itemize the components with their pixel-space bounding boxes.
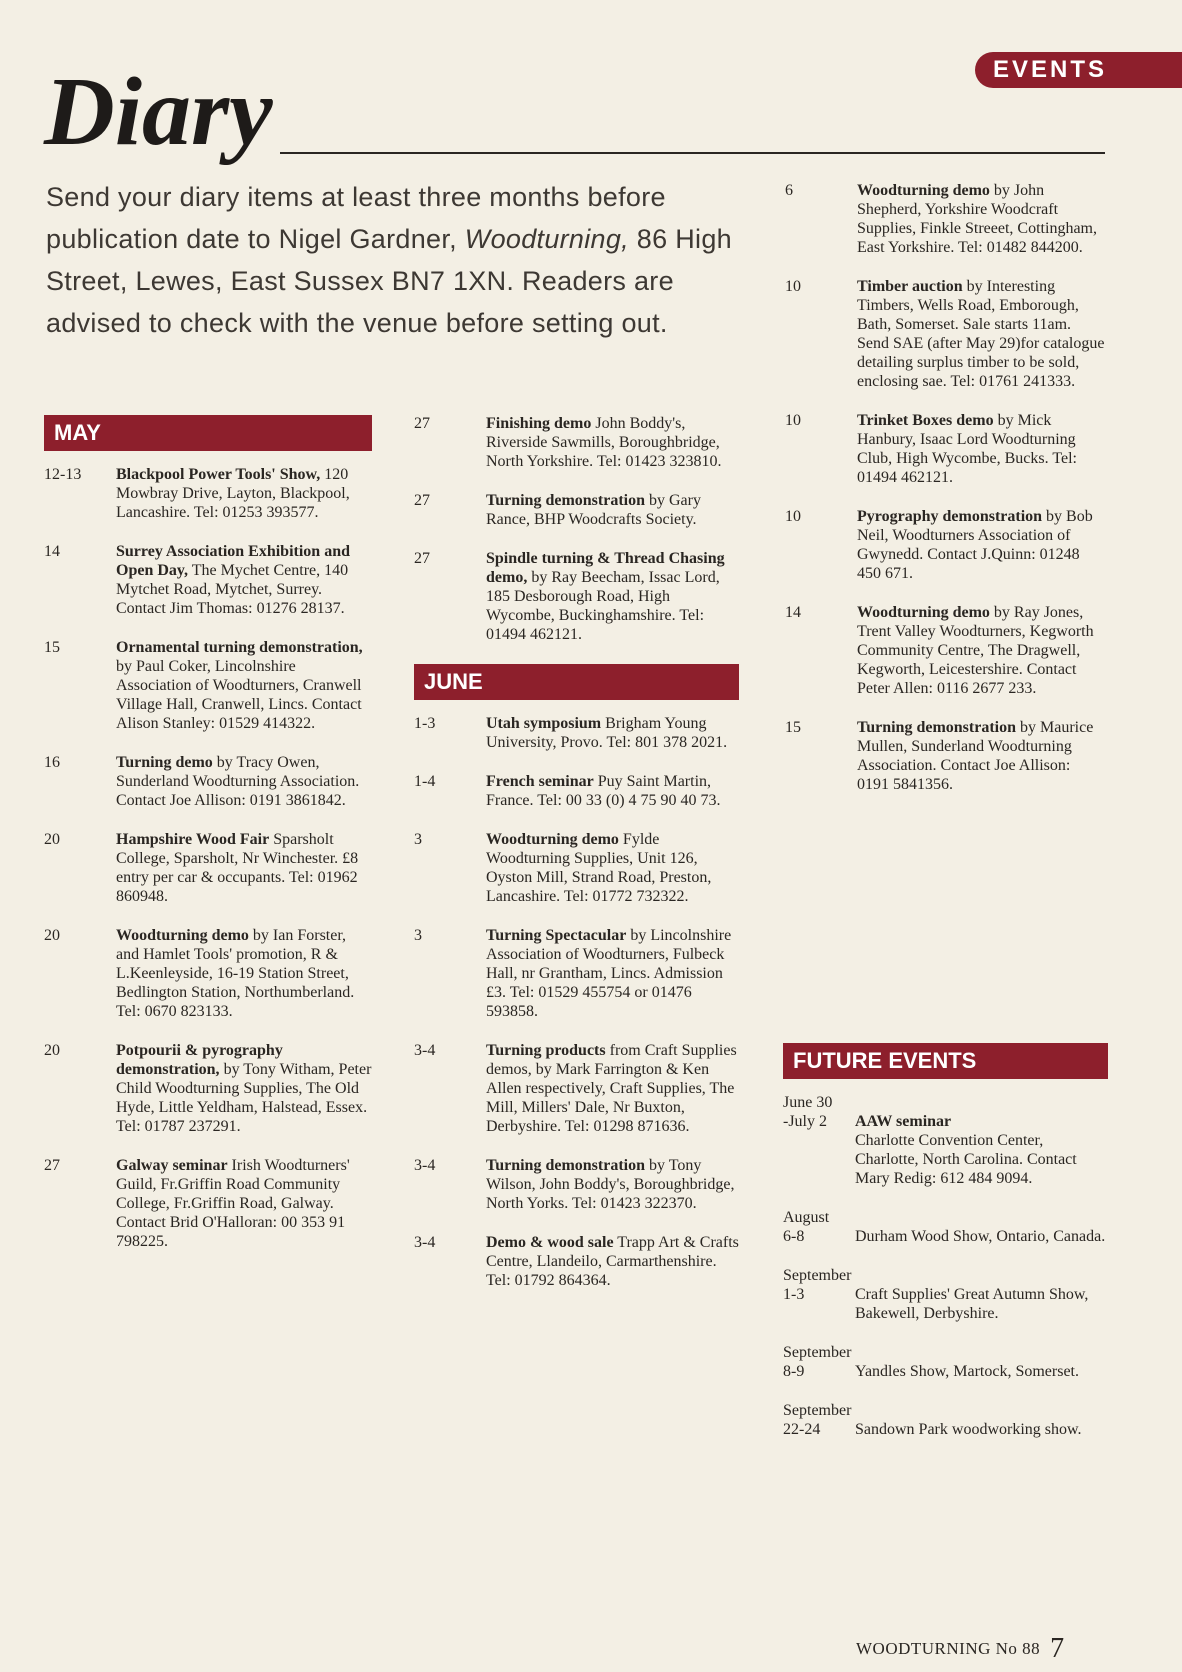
event-title: Finishing demo	[486, 415, 592, 432]
event-title: Blackpool Power Tools' Show,	[116, 466, 321, 483]
event-entry	[44, 465, 372, 522]
future-event-text	[855, 1362, 1079, 1381]
event-entry	[414, 926, 739, 1021]
event-text	[116, 1156, 372, 1251]
event-date: 27	[44, 1157, 60, 1174]
event-date: 3-4	[414, 1042, 436, 1059]
event-details: by John Shepherd, Yorkshire Woodcraft Supplies, Finkle Streeet, Cottingham, East Yorkshire. Tel: 01482 844200.	[857, 182, 1097, 256]
event-details: Trapp Art & Crafts Centre, Llandeilo, Carmarthenshire. Tel: 01792 864364.	[486, 1234, 739, 1289]
event-date: 20	[44, 1042, 60, 1059]
events-section-tab: EVENTS	[975, 52, 1182, 88]
event-entry	[44, 638, 372, 733]
intro-text	[46, 176, 746, 344]
event-entry	[785, 411, 1105, 487]
page-number: 7	[1050, 1633, 1065, 1664]
event-details: by Paul Coker, Lincolnshire Association of Woodturners, Cranwell Village Hall, Cranwell, Lincs. Contact Alison Stanley: 01529 414322.	[116, 658, 362, 732]
event-entry	[414, 414, 739, 471]
event-entry	[44, 1041, 372, 1136]
future-event-row	[783, 1420, 1108, 1439]
future-event-month: September	[783, 1402, 852, 1419]
event-entry	[414, 491, 739, 529]
event-entry	[414, 549, 739, 644]
event-date: 15	[785, 719, 801, 736]
future-event-details: Durham Wood Show, Ontario, Canada.	[855, 1228, 1106, 1245]
future-event-details: Craft Supplies' Great Autumn Show, Bakewell, Derbyshire.	[855, 1286, 1089, 1322]
event-title: Turning Spectacular	[486, 927, 627, 944]
event-title: Turning demo	[116, 754, 213, 771]
event-details: Fylde Woodturning Supplies, Unit 126, Oyston Mill, Strand Road, Preston, Lancashire. Tel: 01772 732322.	[486, 831, 712, 905]
event-entry	[44, 1156, 372, 1251]
intro-part2: 86 High Street, Lewes, East Sussex BN7 1XN. Readers are advised to check with the venue before setting out.	[46, 224, 732, 338]
event-title: Turning demonstration	[486, 492, 645, 509]
event-entry	[414, 1156, 739, 1213]
event-details: 120 Mowbray Drive, Layton, Blackpool, Lancashire. Tel: 01253 393577.	[116, 466, 350, 521]
footer-magazine: WOODTURNING No 88	[856, 1639, 1041, 1658]
event-date: 14	[44, 543, 60, 560]
event-text	[116, 465, 372, 522]
event-date: 3-4	[414, 1234, 436, 1251]
event-title: Trinket Boxes demo	[857, 412, 994, 429]
future-event-text	[855, 1285, 1108, 1323]
future-event-text	[855, 1227, 1105, 1246]
future-event-row	[783, 1112, 1108, 1188]
event-text	[857, 277, 1105, 391]
event-date: 1-4	[414, 773, 436, 790]
column-may-june	[414, 414, 739, 1310]
event-text	[116, 542, 372, 618]
event-entry	[414, 772, 739, 810]
event-title: Pyrography demonstration	[857, 508, 1043, 525]
intro-publication: Woodturning,	[464, 224, 629, 254]
event-date: 14	[785, 604, 801, 621]
event-text	[486, 926, 739, 1021]
future-event	[783, 1343, 1108, 1381]
event-details: Irish Woodturners' Guild, Fr.Griffin Road Community College, Fr.Griffin Road, Galway. Contact Brid O'Halloran: 00 353 91 798225.	[116, 1157, 350, 1250]
event-details: by Bob Neil, Woodturners Association of Gwynedd. Contact J.Quinn: 01248 450 671.	[857, 508, 1093, 582]
event-text	[116, 926, 372, 1021]
event-text	[116, 638, 372, 733]
future-event	[783, 1266, 1108, 1323]
column-june-future	[785, 181, 1105, 814]
event-text	[486, 491, 739, 529]
future-event-row	[783, 1285, 1108, 1323]
event-date: 27	[414, 550, 430, 567]
future-event-month: September	[783, 1267, 852, 1284]
event-title: French seminar	[486, 773, 594, 790]
event-date: 20	[44, 831, 60, 848]
event-entry	[414, 1233, 739, 1290]
future-event-row	[783, 1362, 1108, 1381]
event-date: 16	[44, 754, 60, 771]
event-title: Hampshire Wood Fair	[116, 831, 270, 848]
event-text	[486, 414, 739, 471]
event-text	[116, 753, 372, 810]
event-text	[857, 603, 1105, 698]
future-event-row	[783, 1227, 1108, 1246]
event-entry	[785, 277, 1105, 391]
event-date: 3	[414, 831, 422, 848]
title-rule	[280, 152, 1105, 154]
event-date: 10	[785, 412, 801, 429]
future-event-text	[855, 1112, 1108, 1188]
intro-part1: Send your diary items at least three months before publication date to Nigel Gardner,	[46, 182, 666, 254]
event-title: Woodturning demo	[857, 604, 990, 621]
event-details: by Lincolnshire Association of Woodturners, Fulbeck Hall, nr Grantham, Lincs. Admission £3. Tel: 01529 455754 or 01476 593858.	[486, 927, 732, 1020]
event-details: from Craft Supplies demos, by Mark Farrington & Ken Allen respectively, Craft Supplies, The Mill, Millers' Dale, Nr Buxton, Derbyshire. Tel: 01298 871636.	[486, 1042, 737, 1135]
event-details: by Ray Jones, Trent Valley Woodturners, Kegworth Community Centre, The Dragwell, Kegworth, Leicestershire. Contact Peter Allen: 0116 2677 233.	[857, 604, 1094, 697]
event-entry	[785, 181, 1105, 257]
future-event-date: 22-24	[783, 1421, 821, 1438]
june-heading: JUNE	[414, 664, 739, 700]
event-details: by Mick Hanbury, Isaac Lord Woodturning Club, High Wycombe, Bucks. Tel: 01494 462121.	[857, 412, 1077, 486]
event-details: John Boddy's, Riverside Sawmills, Boroughbridge, North Yorkshire. Tel: 01423 323810.	[486, 415, 722, 470]
future-event-date: 1-3	[783, 1286, 805, 1303]
event-title: Spindle turning & Thread Chasing demo,	[486, 550, 725, 586]
future-event-title: AAW seminar	[855, 1113, 952, 1130]
page-footer	[856, 1633, 1065, 1665]
event-title: Woodturning demo	[486, 831, 619, 848]
event-date: 10	[785, 278, 801, 295]
event-details: by Tony Witham, Peter Child Woodturning Supplies, The Old Hyde, Little Yeldham, Halstead, Essex. Tel: 01787 237291.	[116, 1061, 372, 1135]
event-date: 3	[414, 927, 422, 944]
event-title: Turning products	[486, 1042, 606, 1059]
event-details: by Ian Forster, and Hamlet Tools' promotion, R & L.Keenleyside, 16-19 Station Street, Bedlington Station, Northumberland. Tel: 0670 823133.	[116, 927, 355, 1020]
event-date: 12-13	[44, 466, 82, 483]
event-text	[486, 830, 739, 906]
event-details: by Interesting Timbers, Wells Road, Emborough, Bath, Somerset. Sale starts 11am. Send SAE (after May 29)for catalogue detailing surplus timber to be sold, enclosing sae. Tel: 01761 241333.	[857, 278, 1105, 390]
event-text	[116, 1041, 372, 1136]
future-event-details: Yandles Show, Martock, Somerset.	[855, 1363, 1079, 1380]
column-may	[44, 415, 372, 1271]
future-event-date: -July 2	[783, 1113, 827, 1130]
event-title: Surrey Association Exhibition and Open Day,	[116, 543, 350, 579]
event-details: by Tony Wilson, John Boddy's, Boroughbridge, North Yorks. Tel: 01423 322370.	[486, 1157, 735, 1212]
future-event-details: Charlotte Convention Center, Charlotte, North Carolina. Contact Mary Redig: 612 484 9094.	[855, 1132, 1077, 1187]
future-event-date: 8-9	[783, 1363, 805, 1380]
future-event-month: September	[783, 1344, 852, 1361]
event-entry	[414, 1041, 739, 1136]
event-details: by Maurice Mullen, Sunderland Woodturning Association. Contact Joe Allison: 0191 5841356.	[857, 719, 1094, 793]
event-title: Timber auction	[857, 278, 963, 295]
future-event-text	[855, 1420, 1082, 1439]
event-date: 1-3	[414, 715, 436, 732]
event-text	[116, 830, 372, 906]
future-event	[783, 1208, 1108, 1246]
event-date: 3-4	[414, 1157, 436, 1174]
event-text	[857, 507, 1105, 583]
event-text	[486, 714, 739, 752]
future-event	[783, 1093, 1108, 1188]
future-event-date: 6-8	[783, 1228, 805, 1245]
event-date: 15	[44, 639, 60, 656]
event-entry	[785, 507, 1105, 583]
future-event-month: June 30	[783, 1094, 833, 1111]
event-entry	[44, 926, 372, 1021]
event-title: Woodturning demo	[857, 182, 990, 199]
event-date: 6	[785, 182, 793, 199]
event-title: Galway seminar	[116, 1157, 228, 1174]
event-title: Woodturning demo	[116, 927, 249, 944]
event-title: Turning demonstration	[857, 719, 1016, 736]
event-title: Demo & wood sale	[486, 1234, 614, 1251]
future-event-month: August	[783, 1209, 830, 1226]
event-date: 27	[414, 492, 430, 509]
event-date: 20	[44, 927, 60, 944]
event-entry	[44, 753, 372, 810]
event-details: by Gary Rance, BHP Woodcrafts Society.	[486, 492, 701, 528]
event-title: Turning demonstration	[486, 1157, 645, 1174]
event-date: 27	[414, 415, 430, 432]
event-entry	[785, 603, 1105, 698]
event-details: The Mychet Centre, 140 Mytchet Road, Mytchet, Surrey. Contact Jim Thomas: 01276 28137.	[116, 562, 349, 617]
event-text	[486, 549, 739, 644]
event-entry	[44, 542, 372, 618]
event-text	[857, 718, 1105, 794]
event-entry	[44, 830, 372, 906]
event-title: Ornamental turning demonstration,	[116, 639, 363, 656]
event-entry	[414, 714, 739, 752]
event-entry	[785, 718, 1105, 794]
event-entry	[414, 830, 739, 906]
event-details: Sparsholt College, Sparsholt, Nr Winchester. £8 entry per car & occupants. Tel: 01962 860948.	[116, 831, 359, 905]
future-events	[783, 1043, 1108, 1459]
event-text	[486, 772, 739, 810]
future-event-details: Sandown Park woodworking show.	[855, 1421, 1082, 1438]
event-title: Potpourii & pyrography demonstration,	[116, 1042, 283, 1078]
event-details: by Tracy Owen, Sunderland Woodturning Association. Contact Joe Allison: 0191 3861842.	[116, 754, 360, 809]
event-date: 10	[785, 508, 801, 525]
event-text	[857, 411, 1105, 487]
future-event	[783, 1401, 1108, 1439]
may-heading: MAY	[44, 415, 372, 451]
future-events-heading: FUTURE EVENTS	[783, 1043, 1108, 1079]
event-text	[486, 1233, 739, 1290]
event-details: Brigham Young University, Provo. Tel: 801 378 2021.	[486, 715, 728, 751]
event-details: Puy Saint Martin, France. Tel: 00 33 (0) 4 75 90 40 73.	[486, 773, 721, 809]
event-text	[857, 181, 1105, 257]
event-title: Utah symposium	[486, 715, 602, 732]
page-title: Diary	[44, 58, 273, 166]
event-text	[486, 1156, 739, 1213]
event-text	[486, 1041, 739, 1136]
event-details: by Ray Beecham, Issac Lord, 185 Desborough Road, High Wycombe, Buckinghamshire. Tel: 01494 462121.	[486, 569, 720, 643]
